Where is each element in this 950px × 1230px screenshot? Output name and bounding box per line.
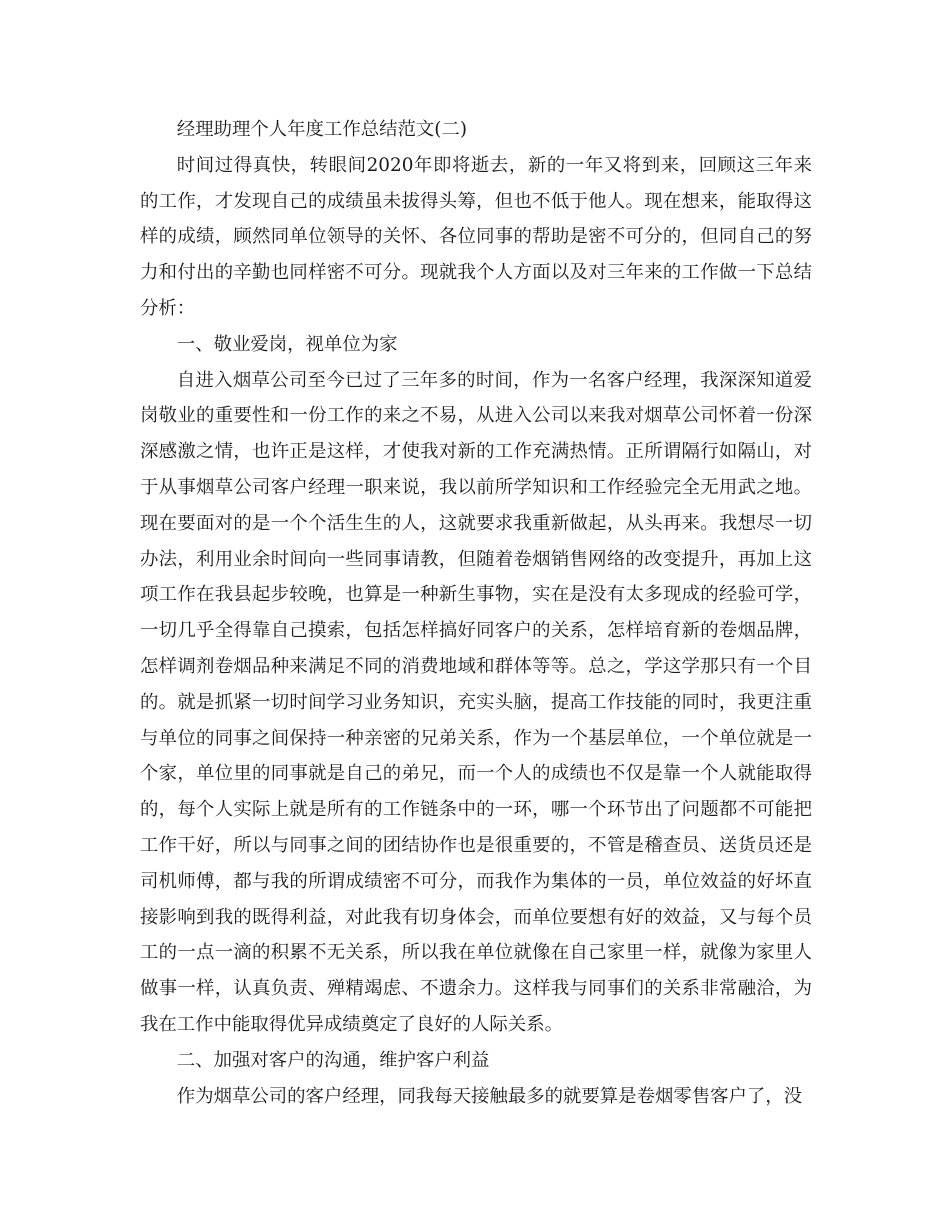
section-heading-1: 一、敬业爱岗，视单位为家 (176, 333, 398, 355)
paragraph-intro: 时间过得真快，转眼间2020年即将逝去，新的一年又将到来，回顾这三年来的工作，才发现自己的成绩虽未拔得头筹，但也不低于他人。现在想来，能取得这样的成绩，顾然同单位领导的关怀、各位同事的帮助是密不可分的，但同自己的努力和付出的辛勤也同样密不可分。现就我个人方面以及对三年来的工作做一下总结分析： (140, 154, 812, 319)
document-title: 经理助理个人年度工作总结范文(二) (176, 119, 468, 140)
paragraph-section-1: 自进入烟草公司至今已过了三年多的时间，作为一名客户经理，我深深知道爱岗敬业的重要性和一份工作的来之不易，从进入公司以来我对烟草公司怀着一份深深感激之情，也许正是这样，才使我对新的工作充满热情。正所谓隔行如隔山，对于从事烟草公司客户经理一职来说，我以前所学知识和工作经验完全无用武之地。现在要面对的是一个个活生生的人，这就要求我重新做起，从头再来。我想尽一切办法，利用业余时间向一些同事请教，但随着卷烟销售网络的改变提升，再加上这项工作在我县起步较晚，也算是一种新生事物，实在是没有太多现成的经验可学，一切几乎全得靠自己摸索，包括怎样搞好同客户的关系，怎样培育新的卷烟品牌，怎样调剂卷烟品种来满足不同的消费地域和群体等等。总之，学这学那只有一个目的。就是抓紧一切时间学习业务知识，充实头脑，提高工作技能的同时，我更注重与单位的同事之间保持一种亲密的兄弟关系，作为一个基层单位，一个单位就是一个家，单位里的同事就是自己的弟兄，而一个人的成绩也不仅是靠一个人就能取得的，每个人实际上就是所有的工作链条中的一环，哪一个环节出了问题都不可能把工作干好，所以与同事之间的团结协作也是很重要的，不管是稽查员、送货员还是司机师傅，都与我的所谓成绩密不可分，而我作为集体的一员，单位效益的好坏直接影响到我的既得利益，对此我有切身体会，而单位要想有好的效益，又与每个员工的一点一滴的积累不无关系，所以我在单位就像在自己家里一样，就像为家里人做事一样，认真负责、殚精竭虑、不遗余力。这样我与同事们的关系非常融洽，为我在工作中能取得优异成绩奠定了良好的人际关系。 (140, 369, 812, 1035)
paragraph-section-2: 作为烟草公司的客户经理，同我每天接触最多的就要算是卷烟零售客户了，没 (176, 1085, 803, 1107)
section-heading-2: 二、加强对客户的沟通，维护客户利益 (176, 1049, 490, 1071)
document-body (140, 112, 812, 1114)
